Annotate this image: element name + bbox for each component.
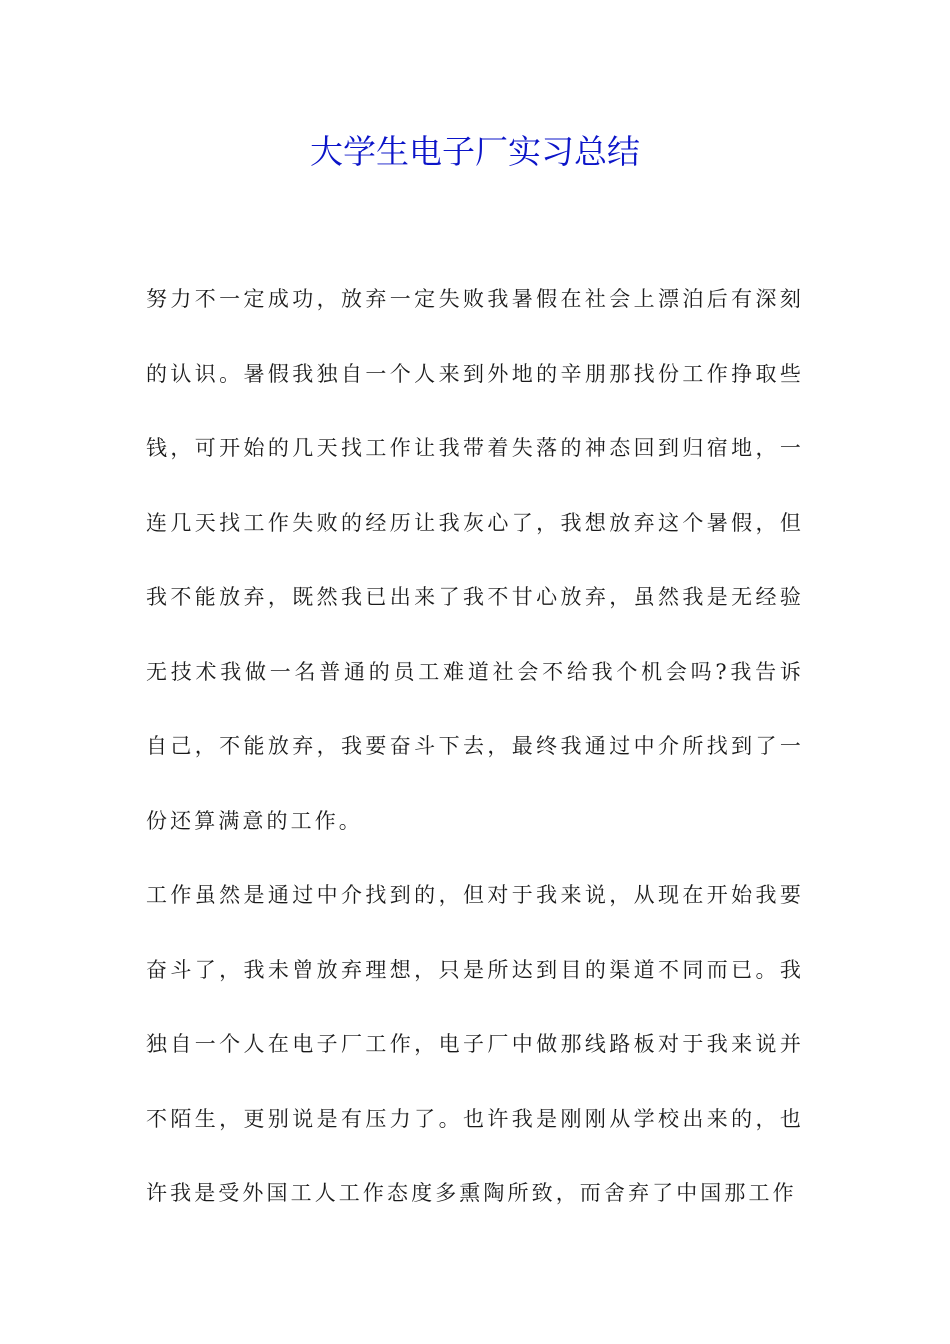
document-body [146,262,804,1231]
paragraph-1: 努力不一定成功，放弃一定失败我暑假在社会上漂泊后有深刻的认识。暑假我独自一个人来到外地的辛朋那找份工作挣取些钱，可开始的几天找工作让我带着失落的神态回到归宿地，一连几天找工作失败的经历让我灰心了，我想放弃这个暑假，但我不能放弃，既然我已出来了我不甘心放弃，虽然我是无经验无技术我做一名普通的员工难道社会不给我个机会吗?我告诉自己，不能放弃，我要奋斗下去，最终我通过中介所找到了一份还算满意的工作。 [146,287,804,833]
document-title: 大学生电子厂实习总结 [310,132,640,171]
paragraph-2: 工作虽然是通过中介找到的，但对于我来说，从现在开始我要奋斗了，我未曾放弃理想，只是所达到目的渠道不同而已。我独自一个人在电子厂工作，电子厂中做那线路板对于我来说并不陌生，更别说是有压力了。也许我是刚刚从学校出来的，也许我是受外国工人工作态度多熏陶所致，而舍弃了中国那工作 [146,883,804,1205]
